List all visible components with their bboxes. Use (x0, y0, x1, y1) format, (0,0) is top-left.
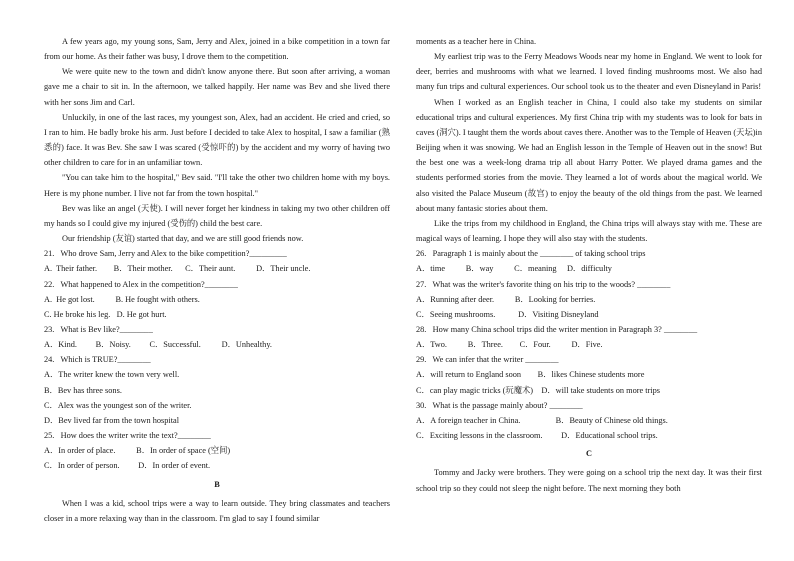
question-30: 30. What is the passage mainly about? ________ (416, 400, 583, 410)
question-26-options: A．time B．way C．meaning D．difficulty (416, 264, 612, 274)
question-22: 22. What happened to Alex in the competition?________ (44, 279, 238, 289)
question-30-options-cd: C．Exciting lessons in the classroom. D．Educational school trips. (416, 431, 658, 441)
passage-c-paragraph-1: Tommy and Jacky were brothers. They were going on a school trip the next day. It was their first school trip so they could not sleep the night before. The next morning they both (416, 468, 762, 493)
question-25-options-ab: A．In order of place. B．In order of space (空间) (44, 446, 231, 456)
passage-a-paragraph-4: "You can take him to the hospital," Bev said. "I'll take the other two children home with my boys. Here is my phone number. I live not far from the town hospital." (44, 173, 390, 198)
question-25-options-cd: C．In order of person. D．In order of event. (44, 461, 211, 471)
question-28: 28. How many China school trips did the writer mention in Paragraph 3? ________ (416, 324, 698, 334)
question-24: 24. Which is TRUE?________ (44, 355, 151, 365)
question-24-option-c: C．Alex was the youngest son of the writer. (44, 400, 192, 410)
question-23-options: A．Kind. B．Noisy. C．Successful. D．Unhealthy. (44, 340, 272, 350)
question-21-options: A. Their father. B．Their mother. C．Their aunt. D．Their uncle. (44, 264, 311, 274)
question-26: 26. Paragraph 1 is mainly about the ________ of taking school trips (416, 249, 646, 259)
passage-b-paragraph-1: When I was a kid, school trips were a way to learn outside. They bring classmates and teachers closer in a more relaxing way than in the classroom. I'm glad to say I found similar (44, 498, 390, 523)
passage-a-paragraph-5: Bev was like an angel (天使). I will never forget her kindness in taking my two other children off my hands so I could give my injured (受伤的) child the best care. (44, 203, 390, 228)
passage-a-paragraph-3: Unluckily, in one of the last races, my youngest son, Alex, had an accident. He cried and cried, so I ran to him. He badly broke his arm. Just before I decided to take Alex to hospital, I saw a familiar (熟悉的) face. It was Bev. She saw I was scared (受惊吓的) by the accident and my worry of having two other children to care for in an unfamiliar town. (44, 112, 390, 168)
section-b-heading: B (214, 479, 220, 489)
question-30-options-ab: A．A foreign teacher in China. B．Beauty of Chinese old things. (416, 415, 668, 425)
passage-b-paragraph-2: My earliest trip was to the Ferry Meadows Woods near my home in England. We went to look for deer, berries and mushrooms with what we learned. I loved finding mushrooms most. We also had many fun trips and cultural experiences. Our school took us to the theater and even Disneyland in Paris! (416, 52, 762, 92)
question-24-option-a: A．The writer knew the town very well. (44, 370, 180, 380)
question-28-options: A．Two. B．Three. C．Four. D．Five. (416, 340, 603, 350)
question-22-options-cd: C. He broke his leg. D. He got hurt. (44, 309, 167, 319)
question-24-option-b: B．Bev has three sons. (44, 385, 122, 395)
passage-a-paragraph-1: A few years ago, my young sons, Sam, Jerry and Alex, joined in a bike competition in a town far from our home. As their father was busy, I drove them to the competition. (44, 37, 390, 62)
question-21: 21. Who drove Sam, Jerry and Alex to the bike competition?_________ (44, 249, 287, 259)
question-22-options-ab: A. He got lost. B. He fought with others. (44, 294, 200, 304)
question-23: 23. What is Bev like?________ (44, 324, 153, 334)
question-27-options-cd: C．Seeing mushrooms. D．Visiting Disneyland (416, 309, 599, 319)
question-29-options-cd: C．can play magic tricks (玩魔术) D．will take students on more trips (416, 385, 661, 395)
passage-b-paragraph-4: Like the trips from my childhood in England, the China trips will always stay with me. These are magical ways of learning. I hope they will also stay with the students. (416, 218, 762, 244)
passage-a-paragraph-6: Our friendship (友谊) started that day, and we are still good friends now. (62, 234, 304, 244)
question-25: 25. How does the writer write the text?________ (44, 431, 211, 441)
left-column (44, 34, 390, 526)
question-27: 27. What was the writer's favorite thing on his trip to the woods? ________ (416, 279, 671, 289)
question-24-option-d: D．Bev lived far from the town hospital (44, 415, 180, 425)
section-c-heading: C (586, 449, 592, 459)
right-column (416, 34, 762, 496)
passage-b-paragraph-3: When I worked as an English teacher in China, I could also take my students on similar educational trips and cultural experiences. My first China trip with my students was to look for bats in caves (洞穴). I taught them the words about caves there. Another was to the Temple of Heaven (天坛)in Beijing when it was snowing. We had an English lesson in the Temple of Heaven out in the snow! But the best one was a week-long drama trip all about Harry Potter. We played drama games and the students performed stories from the movie. They learned a lot of words about the magical world. We also visited the Palace Museum (故宫) to enjoy the beauty of the old things from the past. We learned about many fantasic stories about them. (416, 97, 762, 213)
passage-b-continuation: moments as a teacher here in China. (416, 37, 537, 46)
question-27-options-ab: A．Running after deer. B．Looking for berries. (416, 294, 596, 304)
question-29-options-ab: A．will return to England soon B．likes Chinese students more (416, 370, 645, 380)
passage-a-paragraph-2: We were quite new to the town and didn't know anyone there. But soon after arriving, a woman gave me a chair to sit in. In the afternoon, we talked happily. Her name was Bev and she lived there with her sons Jim and Carl. (44, 67, 390, 107)
question-29: 29. We can infer that the writer ________ (416, 355, 559, 365)
